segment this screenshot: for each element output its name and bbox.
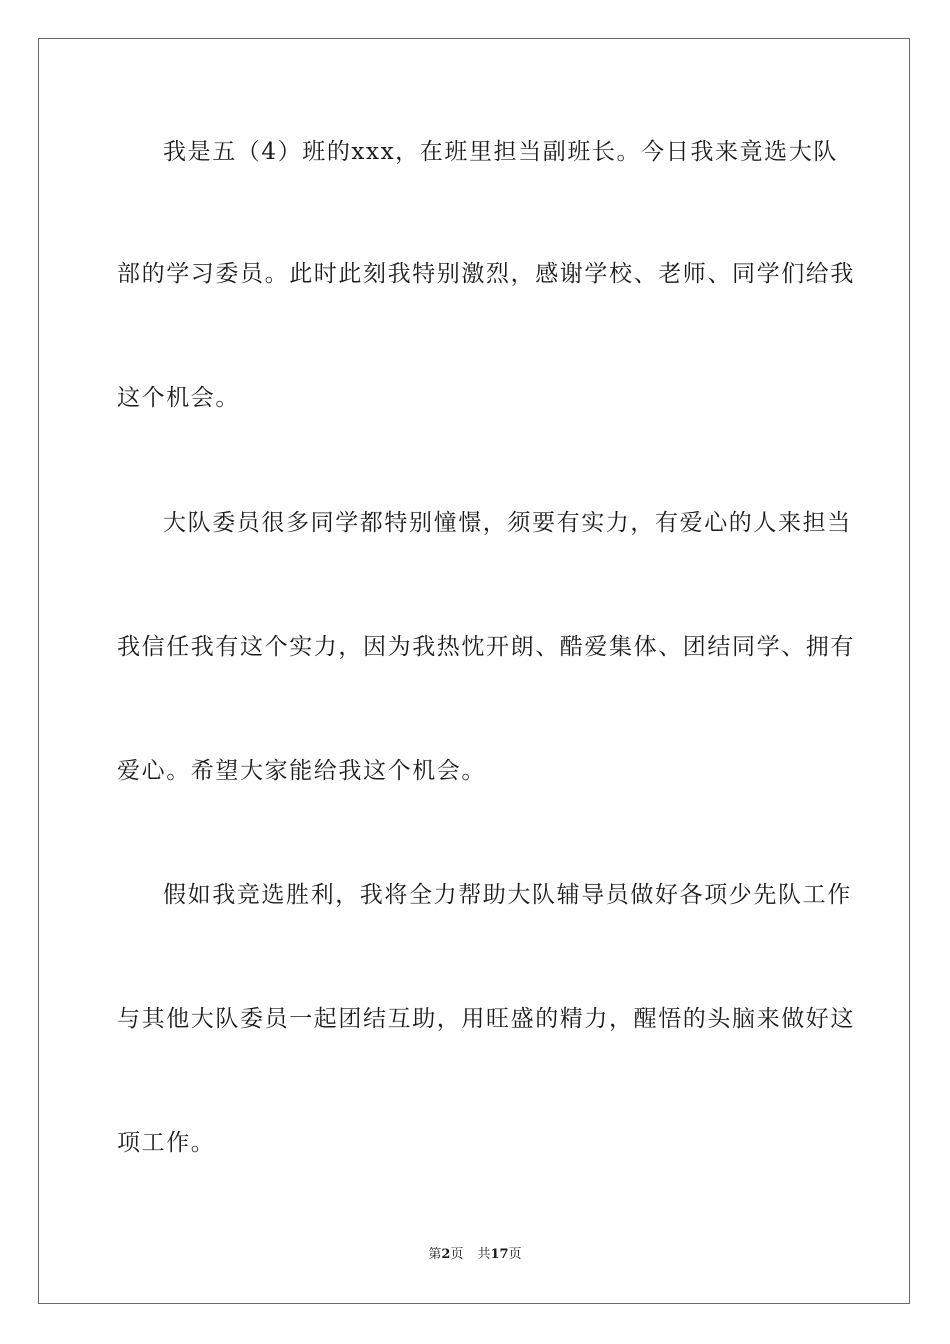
paragraph-2-line-3: 爱心。希望大家能给我这个机会。 xyxy=(117,758,486,784)
page-footer xyxy=(0,1246,950,1264)
total-pages: 17 xyxy=(490,1247,509,1262)
paragraph-3-line-3: 项工作。 xyxy=(117,1130,216,1156)
paragraph-2-line-2: 我信任我有这个实力，因为我热忱开朗、酷爱集体、团结同学、拥有 xyxy=(117,634,855,660)
paragraph-1-line-1: 我是五（4）班的xxx，在班里担当副班长。今日我来竟选大队 xyxy=(163,139,838,165)
paragraph-3-line-1: 假如我竞选胜利，我将全力帮助大队辅导员做好各项少先队工作 xyxy=(163,882,852,908)
paragraph-3-line-2: 与其他大队委员一起团结互助，用旺盛的精力，醒悟的头脑来做好这 xyxy=(117,1006,855,1032)
total-prefix: 共 xyxy=(477,1247,491,1262)
paragraph-1-line-2: 部的学习委员。此时此刻我特别激烈，感谢学校、老师、同学们给我 xyxy=(117,261,855,287)
page-prefix: 第 xyxy=(428,1247,442,1262)
total-unit: 页 xyxy=(508,1247,522,1262)
paragraph-1-line-3: 这个机会。 xyxy=(117,385,240,411)
page-number: 2 xyxy=(441,1247,451,1262)
paragraph-2-line-1: 大队委员很多同学都特别憧憬，须要有实力，有爱心的人来担当 xyxy=(163,510,852,536)
page-border xyxy=(38,38,910,1304)
page-unit: 页 xyxy=(450,1247,464,1262)
